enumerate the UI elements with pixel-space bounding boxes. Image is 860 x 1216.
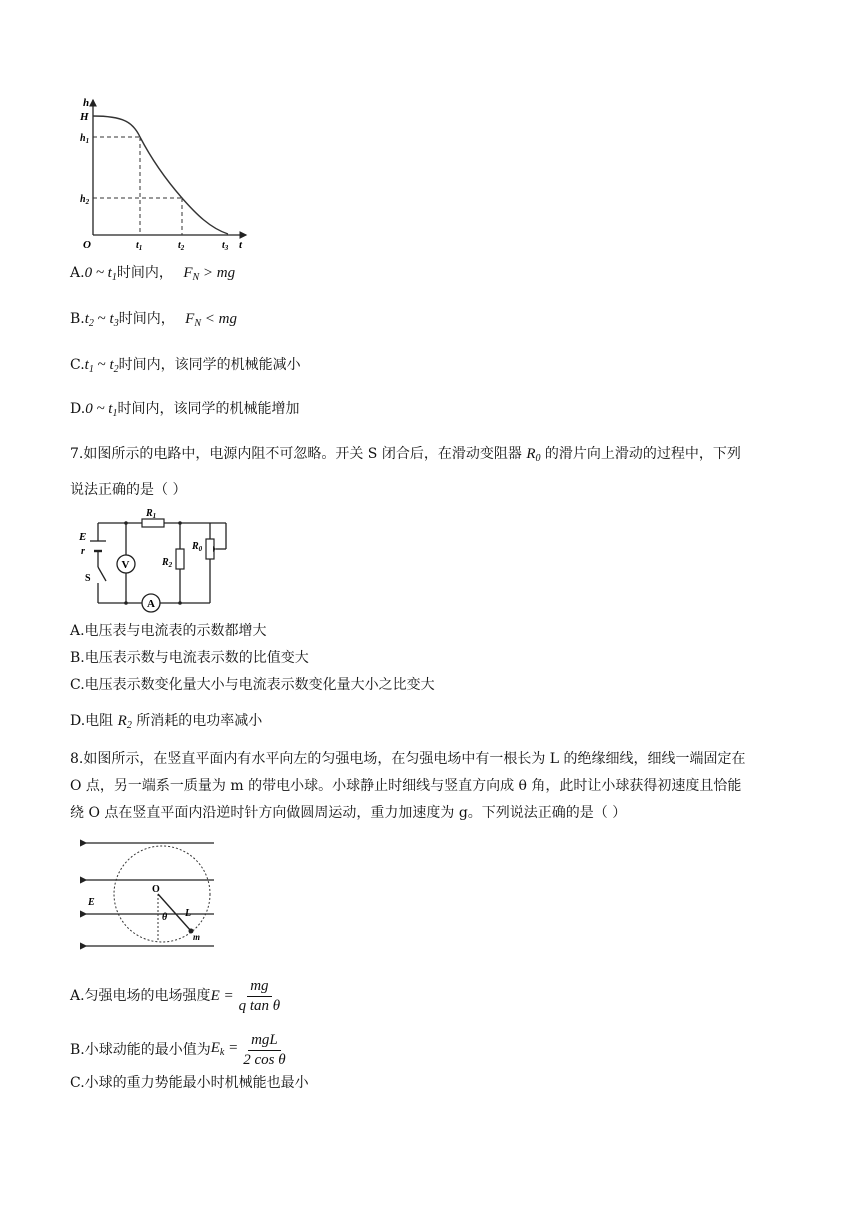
math-range: $t_1$ ~ $t_2$	[84, 357, 119, 375]
label-m: m	[193, 932, 201, 942]
orbit-circle	[114, 846, 210, 942]
math-lhs: E =	[210, 988, 234, 1004]
axis-h-label: h	[83, 97, 90, 109]
rheostat-R0	[206, 539, 214, 559]
height-curve	[93, 116, 228, 234]
electric-field-pendulum-diagram	[80, 836, 220, 954]
resistor-R1	[142, 519, 164, 527]
label-R2: $R_2$	[162, 557, 173, 569]
fraction-mg-over-qtan: $\frac{mg}{\text{q tan θ}}$	[238, 977, 281, 1014]
q7-stem-line2: 说法正确的是（ ）	[70, 482, 187, 498]
q6-option-a[interactable]	[70, 263, 235, 288]
resistor-R2	[176, 549, 184, 569]
option-text: 时间内，	[116, 265, 173, 281]
q7-option-c[interactable]: C.电压表示数变化量大小与电流表示数变化量大小之比变大	[70, 677, 435, 693]
label-r: r	[81, 546, 85, 557]
q8-option-c[interactable]: C.小球的重力势能最小时机械能也最小	[70, 1075, 309, 1091]
option-text: 时间内，	[118, 311, 175, 327]
option-text: 时间内，该同学的机械能增加	[117, 401, 300, 417]
q8-stem-line3: 绕 O 点在竖直平面内沿逆时针方向做圆周运动，重力加速度为 g。下列说法正确的是（ ）	[70, 805, 627, 821]
label-t3: $t_3$	[222, 240, 229, 252]
label-h2: $h_2$	[80, 194, 90, 206]
q7-option-a[interactable]: A.电压表与电流表的示数都增大	[70, 623, 267, 639]
option-prefix: C.	[70, 357, 85, 373]
option-text: B.小球动能的最小值为	[70, 1042, 211, 1058]
label-H: H	[80, 111, 89, 123]
math-expr: $F_N$ < mg	[185, 311, 237, 329]
q8-option-b[interactable]	[70, 1028, 291, 1072]
q7-stem-line1: 7.如图所示的电路中，电源内阻不可忽略。开关 S 闭合后，在滑动变阻器 $R_0$ 的滑片向上滑动的过程中，下列	[70, 446, 741, 464]
option-prefix: A.	[70, 265, 85, 281]
option-text: 时间内，该同学的机械能减小	[118, 357, 301, 373]
math-R2: $R_2$	[117, 713, 132, 731]
q6-option-c[interactable]	[70, 355, 301, 380]
math-range: 0 ~ $t_1$	[85, 401, 118, 419]
q7-option-b[interactable]: B.电压表示数与电流表示数的比值变大	[70, 650, 309, 666]
label-E: E	[79, 531, 87, 543]
label-O: O	[152, 884, 160, 895]
q7-option-d[interactable]	[70, 711, 262, 736]
voltmeter-label: V	[121, 559, 130, 571]
option-text: A.匀强电场的电场强度	[70, 988, 211, 1004]
math-R0: $R_0$	[526, 446, 541, 464]
label-R1: $R_1$	[146, 508, 157, 520]
label-t2: $t_2$	[178, 240, 185, 252]
q6-option-b[interactable]	[70, 309, 237, 334]
label-theta: θ	[162, 912, 168, 923]
q8-stem-line2: O 点，另一端系一质量为 m 的带电小球。小球静止时细线与竖直方向成 θ 角，此时让小球获得初速度且恰能	[70, 778, 742, 794]
label-L: L	[185, 908, 192, 919]
axis-t-label: t	[239, 239, 243, 251]
math-range: $t_2$ ~ $t_3$	[84, 311, 119, 329]
option-text: 所消耗的电功率减小	[131, 713, 263, 729]
label-t1: $t_1$	[136, 240, 143, 252]
fraction-mgL-over-2cos: $\frac{\text{mgL}}{\text{2 cos θ}}$	[243, 1031, 286, 1068]
q6-option-d[interactable]	[70, 399, 299, 424]
label-h1: $h_1$	[80, 133, 90, 145]
option-text: D.电阻	[70, 713, 118, 729]
option-prefix: D.	[70, 401, 86, 417]
origin-label: O	[83, 239, 91, 251]
circuit-diagram	[76, 505, 246, 615]
ammeter-label: A	[147, 598, 155, 610]
height-time-graph	[78, 92, 258, 252]
q8-option-a[interactable]	[70, 974, 285, 1018]
q8-stem-line1: 8.如图所示，在竖直平面内有水平向左的匀强电场，在匀强电场中有一根长为 L 的绝缘细线，细线一端固定在	[70, 751, 746, 767]
option-prefix: B.	[70, 311, 85, 327]
math-expr: $F_N$ > mg	[183, 265, 236, 283]
label-R0: $R_0$	[192, 541, 203, 553]
math-lhs: $E_k$ =	[210, 1039, 239, 1058]
label-E: E	[88, 897, 95, 908]
math-range: 0 ~ $t_1$	[84, 265, 117, 283]
label-S: S	[85, 573, 91, 584]
